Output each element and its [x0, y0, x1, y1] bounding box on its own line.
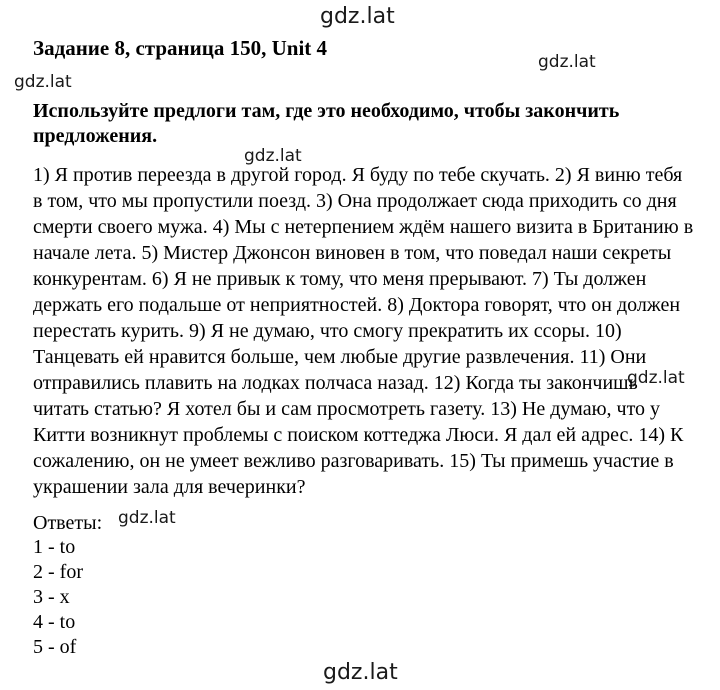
text-line: в том, что мы пропустили поезд. 3) Она продолжает сюда приходить со дня [33, 190, 677, 212]
watermark-left: gdz.lat [14, 72, 72, 92]
text-line: читать статью? Я хотел бы и сам просмотреть газету. 13) Не думаю, что у [33, 398, 661, 420]
answer-item: 5 - of [33, 636, 77, 658]
answer-item: 4 - to [33, 611, 76, 633]
text-line: смерти своего мужа. 4) Мы с нетерпением ждём нашего визита в Британию в [33, 216, 694, 238]
answers-list [33, 535, 83, 660]
text-line: отправились плавить на лодках полчаса назад. 12) Когда ты закончишь [33, 372, 638, 394]
answer-item: 1 - to [33, 536, 76, 558]
answers-label: Ответы: [33, 512, 103, 534]
text-line: украшении зала для вечеринки? [33, 476, 306, 498]
watermark-bottom: gdz.lat [323, 660, 398, 685]
text-line: 1) Я против переезда в другой город. Я буду по тебе скучать. 2) Я виню тебя [33, 164, 683, 186]
text-line: Китти возникнут проблемы с поиском коттеджа Люси. Я дал ей адрес. 14) К [33, 424, 684, 446]
watermark-right-mid: gdz.lat [627, 368, 685, 388]
text-line: держать его подальше от неприятностей. 8) Доктора говорят, что он должен [33, 294, 681, 316]
watermark-mid: gdz.lat [244, 146, 302, 166]
task-instruction: Используйте предлоги там, где это необходимо, чтобы закончить предложения. [33, 100, 620, 147]
task-title: Задание 8, страница 150, Unit 4 [33, 36, 328, 60]
watermark-answers: gdz.lat [118, 508, 176, 528]
text-line: перестать курить. 9) Я не думаю, что смогу прекратить их ссоры. 10) [33, 320, 622, 342]
text-line: Танцевать ей нравится больше, чем любые другие развлечения. 11) Они [33, 346, 647, 368]
watermark-top: gdz.lat [320, 4, 395, 29]
text-line: конкурентам. 6) Я не привык к тому, что меня прерывают. 7) Ты должен [33, 268, 647, 290]
text-line: начале лета. 5) Мистер Джонсон виновен в том, что поведал наши секреты [33, 242, 672, 264]
translation-text [33, 162, 703, 500]
text-line: сожалению, он не умеет вежливо разговаривать. 15) Ты примешь участие в [33, 450, 674, 472]
answer-item: 3 - x [33, 586, 70, 608]
answer-item: 2 - for [33, 561, 83, 583]
watermark-right-top: gdz.lat [538, 52, 596, 72]
